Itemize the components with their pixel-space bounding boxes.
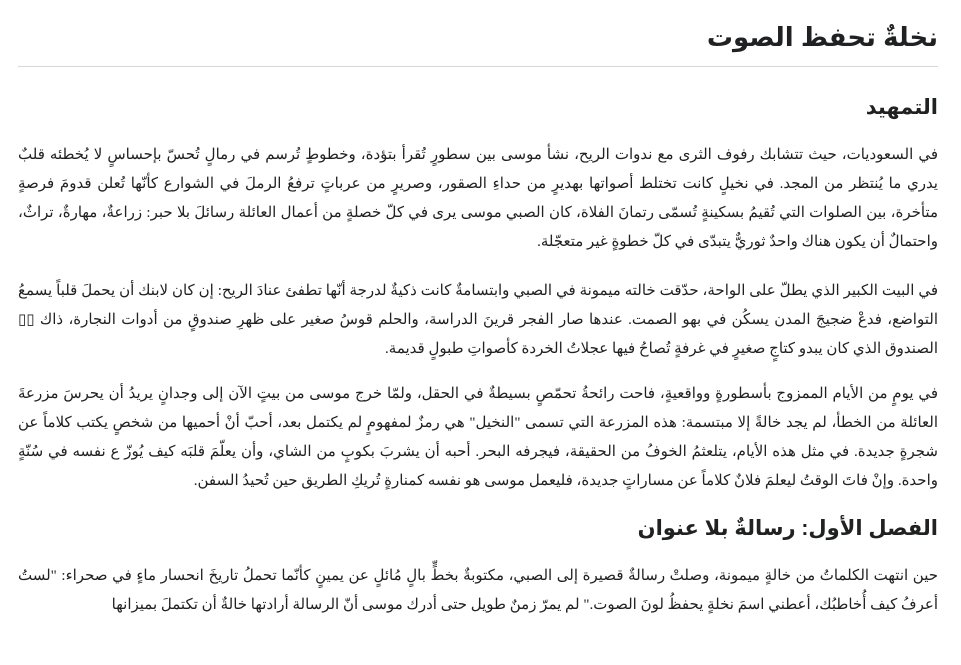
- page-title: نخلةٌ تحفظ الصوت: [18, 10, 938, 67]
- paragraph: في البيت الكبير الذي يطلّ على الواحة، حدّقت خالته ميمونة في الصبي وابتسامةٌ كانت ذكيةٌ لدرجة أنّها تطفئ عنادَ الريح: إن كان لابنك أن يحملَ قلباً يسمعُ التواضع، فدعْ ضجيجَ المدن يسكُن في بهو الصمت. عندها صار الفجر قرينَ الدراسة، والحلم قوسُ صغير على ظهرِ صندوقٍ من أدوات النجارة، ذاك ▯▯ الصندوق الذي كان يبدو كتاجٍ صغيرٍ في غرفةٍ تُصاحُ فيها عجلاتُ الخردة كأصواتِ طبولٍ قديمة.: [18, 283, 938, 357]
- paragraph: في السعوديات، حيث تتشابك رفوف الثرى مع ندوات الريح، نشأ موسى بين سطورٍ تُقرأ بتؤدة، وخطوطٍ تُرسم في رمالٍ تُحسّ بإحساسٍ لا يُخطئه قلبٌ يدري ما يُنتظر من المجد. في نخيلٍ كانت تختلط أصواتها بهديرٍ من حداءِ الصقور، وصريرٍ من عرباتٍ ترفعُ الرملَ في الشوارع كأنّها تُعلن قدومَ فرصةٍ متأخرة، بين الصلوات التي تُقيمُ بسكينةٍ تُسمّى رتمانَ الفلاة، كان الصبي موسى يرى في كلّ خصلةٍ من أعمال العائلة رسائلَ بلا حبر: زراعةٌ، مهارةٌ، تراثٌ، واحتمالٌ أن يكون هناك واحدٌ ثوريٌّ يتبدّى في كلّ خطوةٍ غير متعجّلة.: [18, 147, 938, 250]
- paragraph: حين انتهت الكلماتُ من خالةٍ ميمونة، وصلتْ رسالةٌ قصيرة إلى الصبي، مكتوبةٌ بخطٍّ بالٍ مُائلٍ عن يمينٍ كأنّما تحملُ تاريخَ انحسار ماءٍ في صحراء: "لستُ أعرفُ كيف أُخاطبُك، أعطني اسمَ نخلةٍ يحفظُ لونَ الصوت." لم يمرّ زمنٌ طويل حتى أدرك موسى أنّ الرسالة أرادتها خالةٌ أن تكتملَ بميزانها: [18, 568, 938, 613]
- paragraph: في يومٍ من الأيام الممزوج بأسطورةٍ وواقعيةٍ، فاحت رائحةُ تحمّصٍ بسيطةٌ في الحقل، ولمّا خرج موسى من بيتٍ الآن إلى وجدانٍ يريدُ أن يحرسَ مزرعةَ العائلة من الخطأ، لم يجد خالةً إلا مبتسمة: هذه المزرعة التي تسمى "النخيل" هي رمزٌ لمفهومٍ لم يكتمل بعد، أحبّ أنْ أحميها من شخصٍ يكتب كلاماً عن شجرةٍ جديدة. في مثل هذه الأيام، يتلعثمُ الخوفُ من الحقيقة، فيجرفه البحر. أحبه أن يشربَ بكوبٍ من الشاي، وأن يعلّمَ قلبَه كيف يُوزّ ع نفسه في سُنّةٍ واحدة. وإنْ فاتَ الوقتُ ليعلمَ فلانٌ كلاماً عن مساراتٍ جديدة، فليعمل موسى هو نفسه كمنارةٍ تُريكِ الطريق حين تُحيدُ السفن.: [18, 386, 938, 489]
- section-heading-chapter-one: الفصل الأول: رسالةٌ بلا عنوان: [637, 517, 938, 540]
- section-heading-introduction: التمهيد: [865, 96, 938, 119]
